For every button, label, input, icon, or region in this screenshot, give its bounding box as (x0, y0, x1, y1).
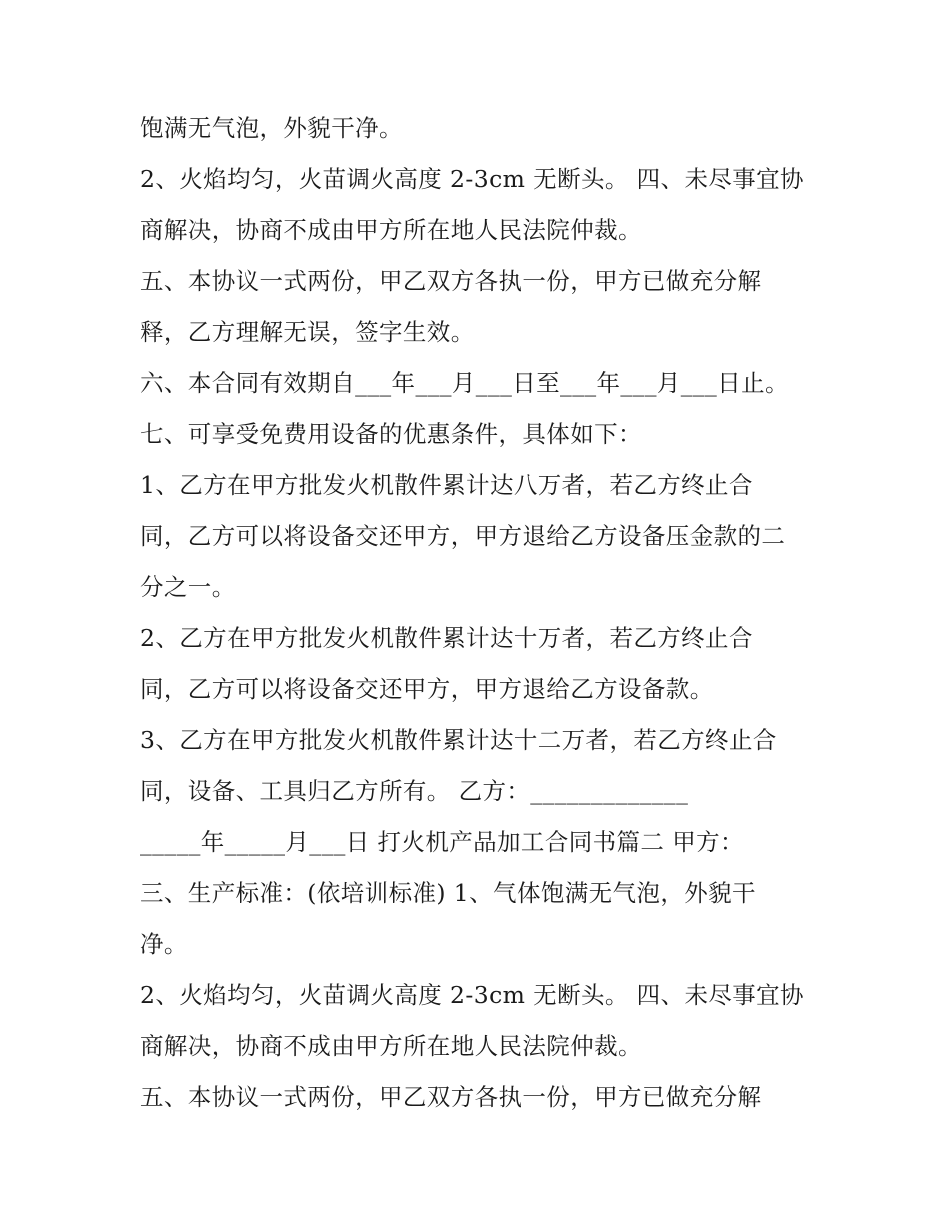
text-line: 五、本协议一式两份，甲乙双方各执一份，甲方已做充分解 (140, 267, 762, 295)
text-line: 同，设备、工具归乙方所有。 乙方：_____________ (140, 777, 689, 805)
text-line: 分之一。 (140, 573, 236, 601)
text-line: 同，乙方可以将设备交还甲方，甲方退给乙方设备压金款的二 (140, 522, 786, 550)
text-line: 六、本合同有效期自___年___月___日至___年___月___日止。 (140, 369, 789, 397)
text-line: 七、可享受免费用设备的优惠条件，具体如下： (140, 420, 642, 448)
text-line: 五、本协议一式两份，甲乙双方各执一份，甲方已做充分解 (140, 1083, 762, 1111)
text-line: 1、乙方在甲方批发火机散件累计达八万者，若乙方终止合 (140, 471, 753, 499)
text-line: 释，乙方理解无误，签字生效。 (140, 318, 475, 346)
text-line: 3、乙方在甲方批发火机散件累计达十二万者，若乙方终止合 (140, 726, 777, 754)
text-line: _____年_____月___日 打火机产品加工合同书篇二 甲方： (140, 828, 744, 856)
text-line: 商解决，协商不成由甲方所在地人民法院仲裁。 (140, 1032, 642, 1060)
document-body (140, 103, 830, 1123)
text-line: 2、乙方在甲方批发火机散件累计达十万者，若乙方终止合 (140, 624, 753, 652)
text-line: 2、火焰均匀，火苗调火高度 2-3cm 无断头。 四、未尽事宜协 (140, 165, 804, 193)
text-line: 饱满无气泡，外貌干净。 (140, 114, 403, 142)
text-line: 商解决，协商不成由甲方所在地人民法院仲裁。 (140, 216, 642, 244)
text-line: 净。 (140, 930, 188, 958)
text-line: 同，乙方可以将设备交还甲方，甲方退给乙方设备款。 (140, 675, 714, 703)
text-line: 三、生产标准：(依培训标准) 1、气体饱满无气泡，外貌干 (140, 879, 756, 907)
text-line: 2、火焰均匀，火苗调火高度 2-3cm 无断头。 四、未尽事宜协 (140, 981, 804, 1009)
